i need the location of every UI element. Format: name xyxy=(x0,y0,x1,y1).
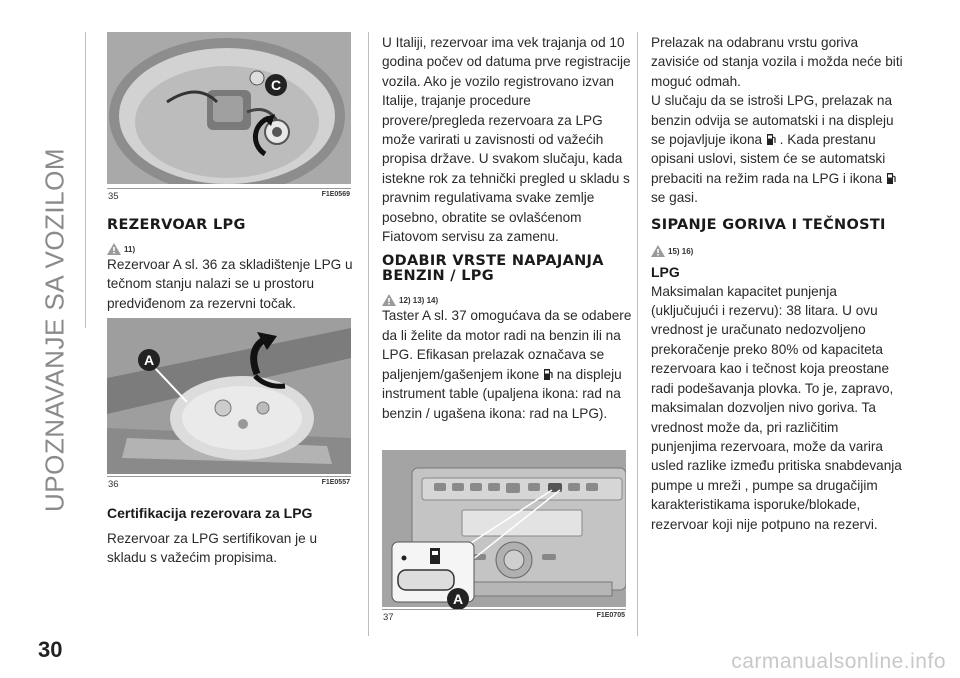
figure-35-code: F1E0569 xyxy=(321,191,350,198)
figure-35-number: 35 xyxy=(108,191,119,202)
column-divider-1 xyxy=(368,32,369,636)
figure-36-marker: A xyxy=(138,349,160,371)
fuel-pump-icon xyxy=(766,132,776,146)
figure-35-marker: C xyxy=(265,74,287,96)
figure-36-rule xyxy=(107,476,351,477)
page-number: 30 xyxy=(38,637,63,662)
warning-refs: 12) 13) 14) xyxy=(399,296,439,306)
warning-triangle-icon xyxy=(107,243,121,255)
warning-refs: 11) xyxy=(124,245,136,254)
figure-36-number: 36 xyxy=(108,479,119,490)
warning-row xyxy=(382,288,632,306)
warning-row xyxy=(651,239,903,257)
paragraph: U Italiji, rezervoar ima vek trajanja od 10 godina počev od datuma prve registracije vozila. Ako je vozilo registrovano izvan Italije, trajanje procedure provere/pregleda rezervoara za LPG može varirati u zavisnosti od važećih propisa države. U svakom slučaju, kada istekne rok za tehnički pregled u skladu s pravnim regulativama svake zemlje posebno, obratite se ovlašćenom Fiatovom servisu za zamenu. xyxy=(382,35,631,245)
paragraph: . Kada prestanu opisani uslovi, sistem će se automatski prebaciti na režim rada na LPG i ikona xyxy=(651,132,886,186)
section-heading-fuel-selection: ODABIR VRSTE NAPAJANJA BENZIN / LPG xyxy=(382,253,604,285)
figure-37-rule xyxy=(382,609,626,610)
paragraph: se gasi. xyxy=(651,190,698,206)
fuel-pump-icon xyxy=(886,171,896,185)
figure-37-code: F1E0705 xyxy=(596,612,625,619)
paragraph: na displeju instrument table (upaljena ikona: rad na benzin / ugašena ikona: rad na LPG). xyxy=(382,366,622,421)
warning-row xyxy=(107,237,355,255)
subheading-lpg: LPG xyxy=(651,263,680,280)
figure-36-caption xyxy=(108,479,350,490)
column-divider-2 xyxy=(637,32,638,636)
warning-triangle-icon xyxy=(382,294,396,306)
watermark: carmanualsonline.info xyxy=(731,650,946,673)
paragraph: Taster A sl. 37 omogućava da se odabere da li želite da motor radi na benzin ili na LPG. Efikasan prelazak označava se paljenjem/gašenjem ikone xyxy=(382,308,632,382)
section-heading-lpg-tank: REZERVOAR LPG xyxy=(107,217,246,233)
sidebar-rule xyxy=(85,32,86,328)
paragraph: Rezervoar za LPG sertifikovan je u skladu s važećim propisima. xyxy=(107,531,318,566)
figure-35-rule xyxy=(107,188,351,189)
figure-37-caption xyxy=(383,612,625,623)
section-heading-refuelling: SIPANJE GORIVA I TEČNOSTI xyxy=(651,216,886,233)
figure-37-marker: A xyxy=(447,588,469,610)
paragraph: Maksimalan kapacitet punjenja (uključujući i rezervu): 38 litara. U ovu vrednost je uračunato nedozvoljeno prekoračenje preko 80% od kapaciteta rezervoara kao i tečnost koja preostane radi podešavanja plovka. To je, zapravo, maksimalan dozvoljen nivo goriva. Ta vrednost može da, pri različitim punjenjima rezervoara, može da varira usled razlike između pritiska snabdevanja pumpe u mreži , pumpe sa drugačijim karakteristikama isporuke/blokade, rezervoar koji nije potpuno na rezervi. xyxy=(651,283,902,532)
warning-refs: 15) 16) xyxy=(668,246,694,256)
figure-36-image xyxy=(107,318,351,474)
warning-triangle-icon xyxy=(651,245,665,257)
fuel-pump-icon xyxy=(543,367,553,381)
figure-35-image xyxy=(107,32,351,184)
paragraph: U slučaju da se istroši LPG, prelazak na benzin odvija se automatski i na displeju se pojavljuje ikona xyxy=(651,93,894,148)
subheading-certification: Certifikacija rezerovara za LPG xyxy=(107,505,313,521)
figure-37-image xyxy=(382,450,626,607)
paragraph: Rezervoar A sl. 36 za skladištenje LPG u tečnom stanju nalazi se u prostoru predviđenom za rezervni točak. xyxy=(107,257,353,311)
figure-37-number: 37 xyxy=(383,612,394,623)
figure-35-caption xyxy=(108,191,350,202)
figure-36-code: F1E0557 xyxy=(321,479,350,486)
paragraph: Prelazak na odabranu vrstu goriva zavisiće od stanja vozila i možda neće biti moguć odmah. xyxy=(651,35,903,89)
